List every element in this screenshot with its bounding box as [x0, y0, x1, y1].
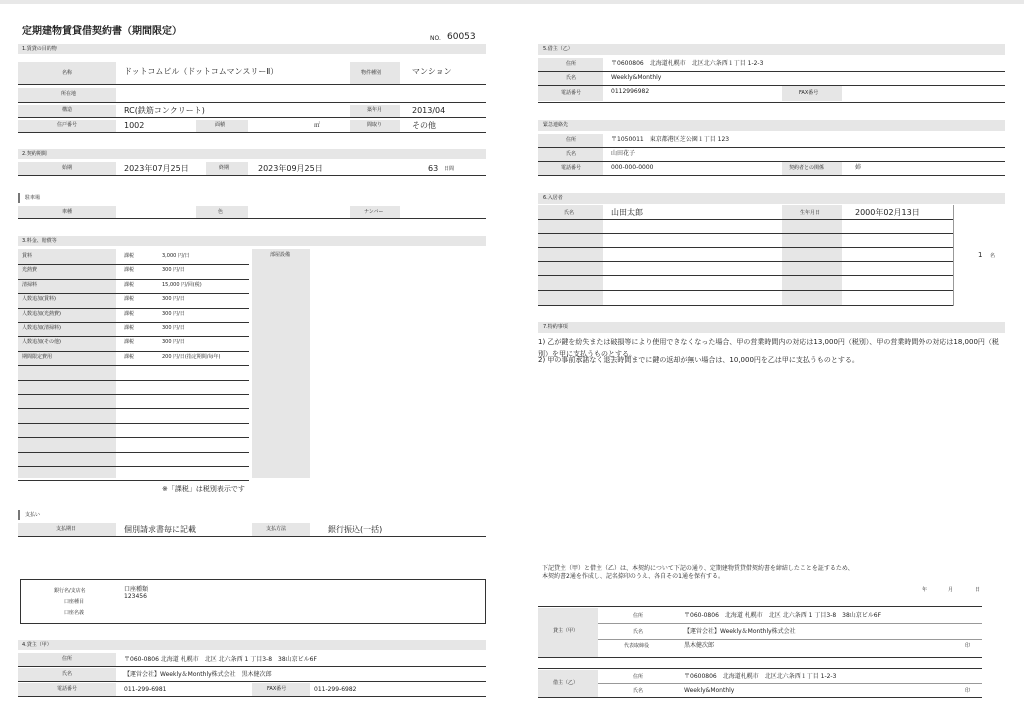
parking-marker [18, 193, 20, 203]
payment-section-title: 支払い [25, 512, 41, 518]
rule [598, 623, 982, 624]
rule [598, 639, 982, 640]
rule [538, 147, 1005, 148]
fee-tax: 課税 [124, 325, 135, 331]
sign-l-address: 〒060-0806 北海道 札幌市 北区 北六条西 1 丁目3-8 38山京ビル6F [684, 612, 882, 619]
rule [538, 606, 982, 607]
fee-name: 賃料 [22, 253, 33, 259]
bank-label: 銀行名/支店名 [54, 588, 86, 594]
fee-row-rule [18, 293, 249, 294]
rule [18, 666, 486, 667]
fee-tax: 課税 [124, 282, 135, 288]
occupants-section-bar [538, 193, 1005, 204]
top-edge [0, 0, 1024, 4]
occ-birth-value: 2000年02月13日 [855, 208, 920, 217]
fee-name: 光熱費 [22, 267, 38, 273]
fee-row-rule [18, 322, 249, 323]
occupants-section-title: 6.入居者 [543, 195, 563, 201]
sign-l-name-label: 氏名 [633, 629, 644, 635]
layout-value: その他 [412, 121, 436, 130]
e-rel-label: 契約者との関係 [789, 165, 825, 171]
fee-tax: 課税 [124, 253, 135, 259]
landlord-section-bar [18, 640, 486, 650]
fee-tax: 課税 [124, 339, 135, 345]
layout-label: 間取り [367, 122, 383, 128]
doc-title: 定期建物賃貸借契約書（期間限定） [22, 26, 182, 37]
period-section-bar [18, 149, 486, 159]
sign-l-rep: 黒木健次郎 [684, 642, 715, 649]
special-text-1: 1) 乙が鍵を紛失または破損等により使用できなくなった場合、甲の営業時間内の対応は13,000円（税別）、甲の営業時間外の対応は18,000円（税別）を甲に支払うものとする。 [538, 338, 999, 358]
location-label: 所在地 [61, 91, 77, 97]
occupant-row-rule [538, 290, 953, 291]
fee-name: 清掃料 [22, 282, 38, 288]
special-section-bar [538, 322, 1005, 333]
rule [598, 683, 982, 684]
rule [18, 696, 486, 697]
fees-section-bar [18, 236, 486, 246]
t-fax-label: FAX番号 [799, 90, 819, 96]
emergency-section-title: 緊急連絡先 [543, 122, 569, 128]
occ-count-value: 1 [978, 251, 983, 259]
sign-landlord-label: 貸主（甲） [553, 628, 579, 634]
e-name-label: 氏名 [566, 151, 577, 157]
l-tel-value: 011-299-6981 [124, 686, 167, 693]
fee-name: 人数追加(その他) [22, 339, 61, 345]
t-tel-value: 0112996982 [611, 88, 650, 95]
fees-section-title: 3.料金、賠償等 [22, 238, 57, 244]
l-address-value: 〒060-0806 北海道 札幌市 北区 北六条西 1 丁目3-8 38山京ビル6F [124, 656, 317, 663]
occupant-row-rule [538, 233, 953, 234]
occupant-row-rule [538, 305, 953, 306]
occ-count-unit: 名 [990, 253, 996, 259]
fee-name: 期間限定費用 [22, 354, 53, 360]
fee-row-rule [18, 365, 249, 366]
parking-section-title: 駐車場 [25, 195, 41, 201]
rule [538, 71, 1005, 72]
days-value: 63 [428, 164, 439, 173]
fee-amount: 300 円/日 [162, 267, 185, 273]
tenant-section-title: 5.借主（乙） [543, 46, 573, 52]
e-tel-label: 電話番号 [561, 165, 582, 171]
occ-birth-label: 生年月日 [800, 210, 821, 216]
tax-note: ※「課税」は税別表示です [162, 485, 245, 493]
l-address-label: 住所 [62, 656, 73, 662]
account-number: 123456 [124, 593, 147, 600]
closing-line-1: 下記貸主（甲）と借主（乙）は、本契約について下記の通り、定期建物賃貸借契約書を締結したことを証するため、 [542, 565, 854, 572]
area-label: 面積 [215, 122, 226, 128]
date-year: 年 [922, 587, 928, 593]
occupant-grid-edge [953, 205, 954, 306]
e-address-label: 住所 [566, 137, 577, 143]
date-day: 日 [975, 587, 981, 593]
rule [18, 102, 486, 103]
fee-row-rule [18, 423, 249, 424]
occupant-row-rule [538, 247, 953, 248]
rule [538, 175, 1005, 176]
occupant-row-rule [538, 261, 953, 262]
pay-date-label: 支払期日 [56, 526, 77, 532]
sign-t-name: Weekly&Monthly [684, 687, 735, 694]
l-name-value: 【運営会社】Weekly＆Monthly株式会社 黒木健次郎 [124, 671, 272, 678]
occupant-row-rule [538, 219, 953, 220]
fee-row-rule [18, 466, 249, 467]
fee-row-rule [18, 336, 249, 337]
e-tel-value: 000-000-0000 [611, 164, 654, 171]
t-address-value: 〒0600806 北海道札幌市 北区北六条西１丁目 1-2-3 [611, 60, 764, 67]
rule [18, 117, 486, 118]
rule [538, 657, 982, 658]
closing-line-2: 本契約書2通を作成し、記名捺印のうえ、各自その1通を保有する。 [542, 573, 724, 580]
sign-t-address: 〒0600806 北海道札幌市 北区北六条西１丁目 1-2-3 [684, 673, 837, 680]
name-value: ドットコムビル（ドットコムマンスリーⅡ） [124, 67, 279, 76]
pay-method-value: 銀行振込(一括) [328, 525, 383, 534]
sign-t-name-label: 氏名 [633, 688, 644, 694]
property-section-bar [18, 44, 486, 54]
fee-amount: 3,000 円/日 [162, 253, 190, 259]
rule [18, 218, 486, 219]
type-label: 物件種別 [361, 70, 382, 76]
t-name-label: 氏名 [566, 75, 577, 81]
account-kind-label: 口座種類 [124, 586, 149, 593]
special-section-title: 7.特約事項 [543, 324, 568, 330]
fee-row-rule [18, 279, 249, 280]
rule [538, 161, 1005, 162]
fee-tax: 課税 [124, 296, 135, 302]
sign-t-address-label: 住所 [633, 674, 644, 680]
equipment-label: 部屋設備 [270, 252, 291, 258]
occ-name-value: 山田太郎 [611, 208, 643, 217]
sign-l-address-label: 住所 [633, 613, 644, 619]
rule [538, 102, 1005, 103]
fee-tax: 課税 [124, 267, 135, 273]
fee-amount: 300 円/日 [162, 339, 185, 345]
fee-amount: 300 円/日 [162, 296, 185, 302]
fee-row-rule [18, 480, 249, 481]
structure-value: RC(鉄筋コンクリート) [124, 106, 205, 115]
color-label: 色 [218, 209, 224, 215]
seal-landlord: 印 [965, 643, 971, 649]
t-address-label: 住所 [566, 61, 577, 67]
sign-l-name: 【運営会社】Weekly＆Monthly株式会社 [684, 628, 796, 635]
name-label: 名称 [62, 70, 73, 76]
built-label: 築年月 [367, 107, 383, 113]
date-month: 月 [948, 587, 954, 593]
t-name-value: Weekly&Monthly [611, 74, 662, 81]
rule [18, 175, 486, 176]
bank-info-box [20, 579, 486, 624]
area-unit: ㎡ [314, 122, 321, 129]
doc-no-value: 60053 [447, 32, 476, 42]
fee-amount: 15,000 円/回(税) [162, 282, 202, 288]
start-label: 始期 [62, 165, 73, 171]
payment-marker [18, 510, 20, 520]
account-type-label: 口座種目 [64, 599, 85, 605]
fee-name: 人数追加(清掃料) [22, 325, 61, 331]
plate-label: ナンバー [364, 209, 384, 215]
fee-row-rule [18, 408, 249, 409]
fee-tax: 課税 [124, 311, 135, 317]
t-tel-label: 電話番号 [561, 90, 582, 96]
fee-row-rule [18, 437, 249, 438]
l-fax-label: FAX番号 [267, 686, 287, 692]
type-value: マンション [412, 67, 452, 76]
pay-date-value: 個別請求書毎に記載 [124, 525, 196, 534]
fee-row-rule [18, 351, 249, 352]
emergency-section-bar [538, 120, 1005, 131]
fee-amount: 200 円/日(指定期間/毎年) [162, 354, 221, 360]
pay-method-label: 支払方法 [266, 526, 287, 532]
l-fax-value: 011-299-6982 [314, 686, 357, 693]
landlord-section-title: 4.貸主（甲） [22, 642, 52, 648]
rule [538, 697, 982, 698]
seal-tenant: 印 [965, 688, 971, 694]
property-section-title: 1.賃貸の目的物 [22, 46, 57, 52]
l-name-label: 氏名 [62, 671, 73, 677]
occupant-row-rule [538, 275, 953, 276]
fee-row-rule [18, 452, 249, 453]
tenant-section-bar [538, 44, 1005, 55]
fee-row-rule [18, 308, 249, 309]
occ-name-label: 氏名 [564, 210, 575, 216]
built-value: 2013/04 [412, 106, 446, 115]
equipment-column [252, 249, 310, 478]
account-holder-label: 口座名義 [64, 610, 85, 616]
rule [18, 132, 486, 133]
period-section-title: 2.契約期間 [22, 151, 47, 157]
sign-rep-label: 代表取締役 [624, 643, 650, 649]
fee-name: 人数追加(賃料) [22, 296, 56, 302]
start-value: 2023年07月25日 [124, 164, 189, 173]
days-unit: 日間 [444, 166, 455, 172]
fee-amount: 300 円/日 [162, 325, 185, 331]
rule [18, 84, 486, 85]
fee-row-rule [18, 264, 249, 265]
fee-row-rule [18, 380, 249, 381]
room-label: 住戸番号 [57, 122, 78, 128]
fee-row-rule [18, 394, 249, 395]
fee-tax: 課税 [124, 354, 135, 360]
rule [538, 668, 982, 669]
e-address-value: 〒1050011 東京都港区芝公園１丁目 123 [611, 136, 730, 143]
end-value: 2023年09月25日 [258, 164, 323, 173]
doc-no-label: NO. [430, 35, 441, 42]
structure-label: 構造 [62, 107, 73, 113]
sign-tenant-label: 借主（乙） [553, 680, 579, 686]
fee-amount: 300 円/日 [162, 311, 185, 317]
room-value: 1002 [124, 121, 145, 130]
e-name-value: 山田花子 [611, 150, 636, 157]
rule [18, 681, 486, 682]
car-label: 車種 [62, 209, 73, 215]
l-tel-label: 電話番号 [57, 686, 78, 692]
end-label: 終期 [219, 165, 230, 171]
fee-name: 人数追加(光熱費) [22, 311, 61, 317]
e-rel-value: 姉 [855, 164, 862, 171]
rule [18, 536, 486, 537]
rule [538, 85, 1005, 86]
special-text-2: 2) 甲の事前承諾なく退去時間までに鍵の返却が無い場合は、10,000円を乙は甲に支払うものとする。 [538, 356, 859, 364]
